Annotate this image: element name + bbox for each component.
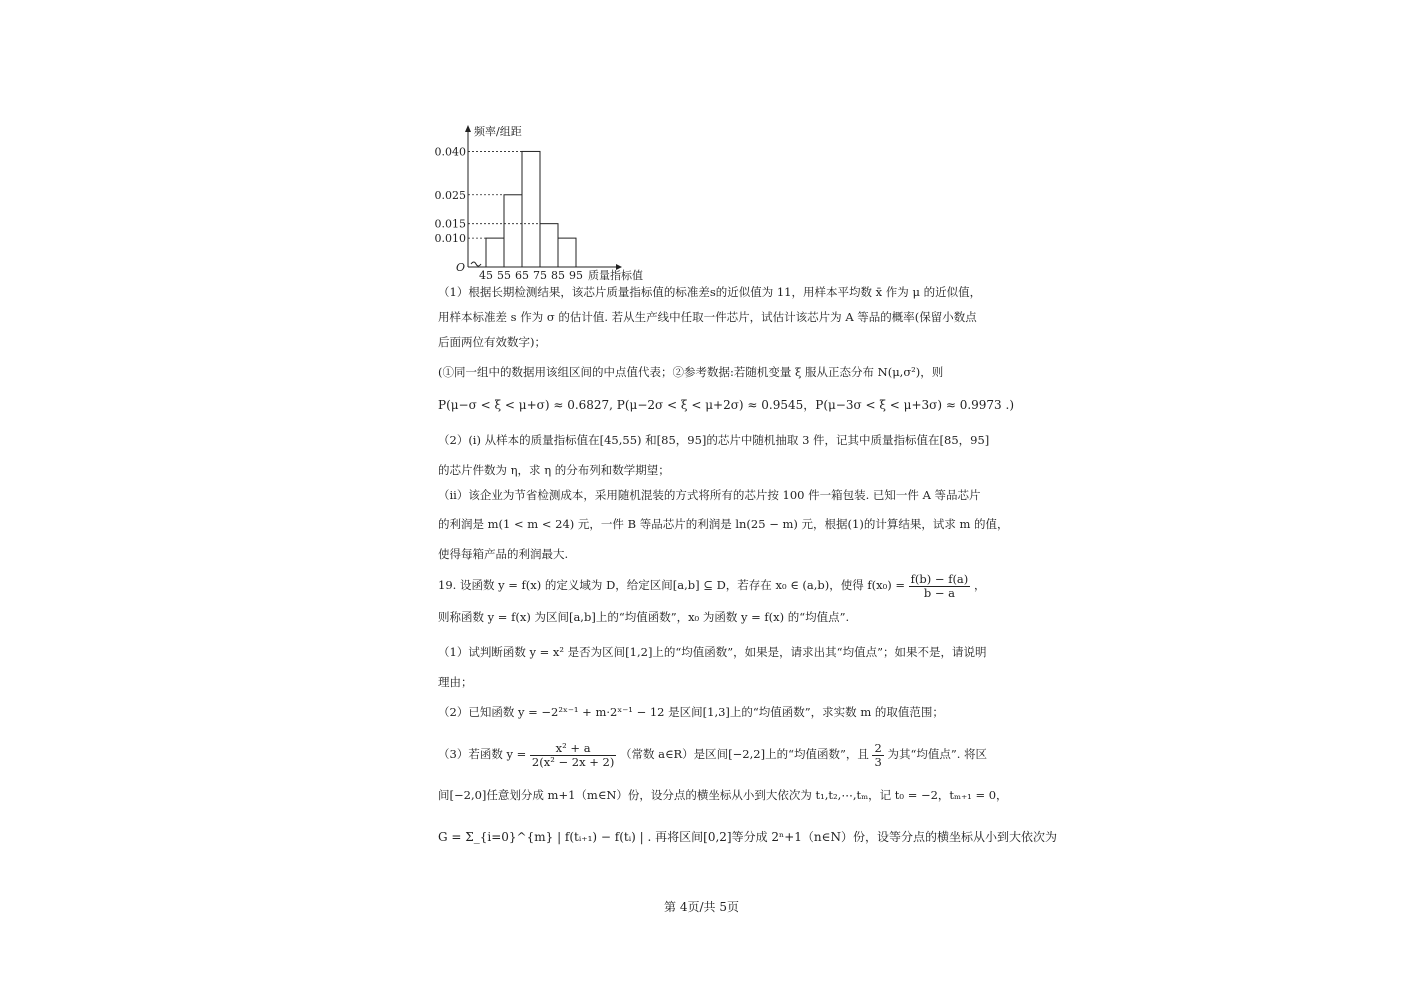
text-line-9: 的利润是 m(1 < m < 24) 元，一件 B 等品芯片的利润是 ln(25 − m) 元，根据(1)的计算结果，试求 m 的值， [438, 517, 1009, 531]
histogram-bar [522, 151, 540, 267]
text-line-1: （1）根据长期检测结果，该芯片质量指标值的标准差s的近似值为 11，用样本平均数 x̄ 作为 μ 的近似值， [438, 285, 982, 299]
text-line-13: 理由； [438, 675, 473, 689]
histogram-chart [430, 122, 670, 280]
y-tick-label: 0.025 [434, 188, 466, 202]
q19-3-fraction-2-num: 2 [874, 740, 882, 755]
text-line-4: (①同一组中的数据用该组区间的中点值代表；②参考数据:若随机变量 ξ 服从正态分布 N(μ,σ²)，则 [438, 365, 944, 379]
q19-3-fraction-num: x² + a [530, 742, 616, 756]
histogram-bar [486, 238, 504, 267]
q19-fraction-num: f(b) − f(a) [910, 571, 969, 586]
x-tick-label: 55 [497, 269, 511, 282]
y-axis-label: 频率/组距 [474, 125, 522, 138]
y-axis-arrow [465, 125, 471, 132]
q19-3-line [438, 736, 988, 772]
y-tick-label: 0.015 [434, 217, 466, 231]
text-line-5: P(μ−σ < ξ < μ+σ) ≈ 0.6827, P(μ−2σ < ξ < μ+2σ) ≈ 0.9545，P(μ−3σ < ξ < μ+3σ) ≈ 0.9973 .) [438, 398, 1015, 412]
y-tick-label: 0.040 [434, 145, 466, 159]
x-tick-label: 65 [515, 269, 529, 282]
histogram-svg [430, 122, 670, 280]
q19-text: 19. 设函数 y = f(x) 的定义域为 D，给定区间[a,b] ⊆ D，若存在 x₀ ∈ (a,b)，使得 f(x₀) = [438, 578, 905, 592]
text-line-8: （ii）该企业为节省检测成本，采用随机混装的方式将所有的芯片按 100 件一箱包装. 已知一件 A 等品芯片 [438, 488, 981, 502]
text-line-3: 后面两位有效数字)； [438, 335, 546, 349]
text-line-11: 则称函数 y = f(x) 为区间[a,b]上的“均值函数”，x₀ 为函数 y = f(x) 的“均值点”. [438, 610, 850, 624]
text-line-10: 使得每箱产品的利润最大. [438, 547, 569, 561]
axis-break [471, 262, 481, 266]
q19-3-fraction [530, 742, 616, 769]
q19-3-pre: （3）若函数 y = [438, 747, 527, 761]
q19-3-fraction-2 [872, 742, 883, 769]
text-line-14: （2）已知函数 y = −2²ˣ⁻¹ + m·2ˣ⁻¹ − 12 是区间[1,3]上的“均值函数”，求实数 m 的取值范围； [438, 705, 944, 719]
histogram-bar [504, 195, 522, 267]
histogram-bar [540, 224, 558, 267]
text-line-15: 间[−2,0]任意划分成 m+1（m∈N）份，设分点的横坐标从小到大依次为 t₁,t₂,⋯,tₘ，记 t₀ = −2，tₘ₊₁ = 0， [438, 788, 1008, 802]
text-line-12: （1）试判断函数 y = x² 是否为区间[1,2]上的“均值函数”，如果是，请求出其“均值点”；如果不是，请说明 [438, 645, 987, 659]
text-line-6: （2）(i) 从样本的质量指标值在[45,55) 和[85，95]的芯片中随机抽取 3 件，记其中质量指标值在[85，95] [438, 433, 990, 447]
text-line-2: 用样本标准差 s 作为 σ 的估计值. 若从生产线中任取一件芯片，试估计该芯片为 A 等品的概率(保留小数点 [438, 310, 977, 324]
histogram-bar [558, 238, 576, 267]
q19-3-post: 为其“均值点”. 将区 [887, 747, 988, 761]
q19-fraction [909, 573, 971, 600]
x-axis-label: 质量指标值 [588, 269, 643, 282]
y-tick-label: 0.010 [434, 232, 466, 246]
q19-tail: ， [973, 578, 986, 592]
page-footer: 第 4页/共 5页 [664, 900, 739, 914]
q19-3-mid: （常数 a∈R）是区间[−2,2]上的“均值函数”，且 [619, 747, 869, 761]
x-tick-label: 75 [533, 269, 547, 282]
q19-3-fraction-den: 2(x² − 2x + 2) [531, 754, 615, 769]
text-line-7: 的芯片件数为 η，求 η 的分布列和数学期望； [438, 463, 670, 477]
q19-fraction-den: b − a [923, 585, 956, 600]
x-tick-label: 95 [569, 269, 583, 282]
q19-3-fraction-2-den: 3 [874, 754, 882, 769]
origin-label: O [456, 261, 466, 274]
q19-line [438, 568, 986, 602]
x-tick-label: 45 [479, 269, 493, 282]
text-line-16: G = Σ_{i=0}^{m} | f(tᵢ₊₁) − f(tᵢ) | . 再将区间[0,2]等分成 2ⁿ+1（n∈N）份，设等分点的横坐标从小到大依次为 [438, 830, 1058, 844]
x-tick-label: 85 [551, 269, 565, 282]
